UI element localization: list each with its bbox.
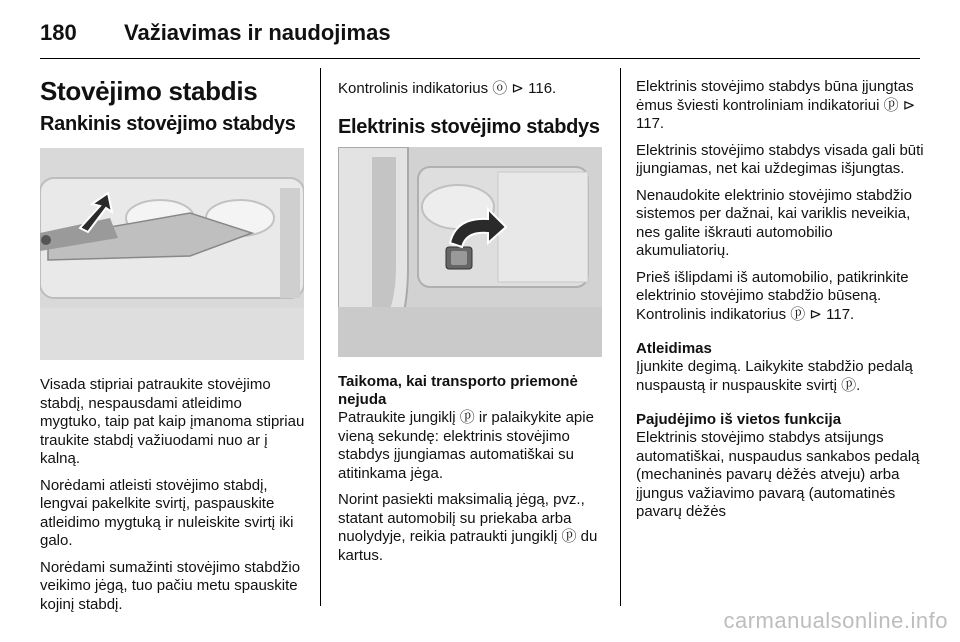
indicator-reference: Kontrolinis indikatorius ⓞ ⊳ 116.	[338, 80, 557, 97]
paragraph: Norint pasiekti maksimalią jėgą, pvz., statant automobilį su priekaba arba nuolydyje, reikia patraukti jungiklį ⓟ du kartus.	[338, 491, 598, 564]
paragraph: Visada stipriai patraukite stovėjimo stabdį, nespausdami atleidimo mygtuko, taip pat kaip įmanoma stipriau traukite stabdį važiuodami nuo ar į kalną.	[40, 376, 305, 467]
paragraph: Elektrinis stovėjimo stabdys visada gali būti įjungiamas, net kai uždegimas išjungtas.	[636, 141, 924, 177]
section-title: Taikoma, kai transporto priemonė nejuda	[338, 373, 578, 408]
column-divider	[620, 68, 621, 606]
release-text: Įjunkite degimą. Laikykite stabdžio pedalą nuspaustą ir nuspauskite svirtį ⓟ.	[636, 358, 913, 394]
chapter-title: Važiavimas ir naudojimas	[124, 20, 391, 45]
release-title: Atleidimas	[636, 340, 712, 357]
column-3	[636, 68, 926, 530]
electric-brake-illustration	[338, 147, 602, 357]
drive-away-text: Elektrinis stovėjimo stabdys atsijungs automatiškai, nuspaudus sankabos pedalą (mechaninės pavarų dėžės atveju) arba įjungus važiavimo pavarą (automatinės pavarų dėžės	[636, 429, 920, 520]
column-1	[40, 68, 306, 622]
column-2	[338, 68, 606, 573]
paragraph: Elektrinis stovėjimo stabdys būna įjungtas ėmus šviesti kontroliniam indikatoriui ⓟ ⊳ 117.	[636, 78, 916, 132]
page-header	[40, 18, 920, 59]
page-number: 180	[40, 20, 77, 45]
watermark: carmanualsonline.info	[723, 608, 948, 633]
section-subtitle: Rankinis stovėjimo stabdys	[40, 113, 296, 135]
paragraph: Norėdami atleisti stovėjimo stabdį, lengvai pakelkite svirtį, paspauskite atleidimo mygtuką ir nuleiskite svirtį iki galo.	[40, 476, 294, 549]
section-title: Stovėjimo stabdis	[40, 76, 258, 106]
drive-away-title: Pajudėjimo iš vietos funkcija	[636, 411, 842, 428]
handbrake-illustration	[40, 148, 304, 360]
paragraph: Prieš išlipdami iš automobilio, patikrinkite elektrinio stovėjimo stabdžio būseną. Kontrolinis indikatorius ⓟ ⊳ 117.	[636, 268, 909, 323]
column-divider	[320, 68, 321, 606]
section-subtitle: Elektrinis stovėjimo stabdys	[338, 116, 600, 138]
paragraph: Norėdami sumažinti stovėjimo stabdžio veikimo jėgą, tuo pačiu metu spauskite kojinį stabdį.	[40, 558, 301, 613]
paragraph: Nenaudokite elektrinio stovėjimo stabdžio sistemos per dažnai, kai variklis neveikia, nes galite iškrauti automobilio akumuliatorių.	[636, 186, 912, 259]
paragraph: Patraukite jungiklį ⓟ ir palaikykite apie vieną sekundę: elektrinis stovėjimo stabdys įjungiamas automatiškai su atitinkama jėga.	[338, 409, 594, 482]
